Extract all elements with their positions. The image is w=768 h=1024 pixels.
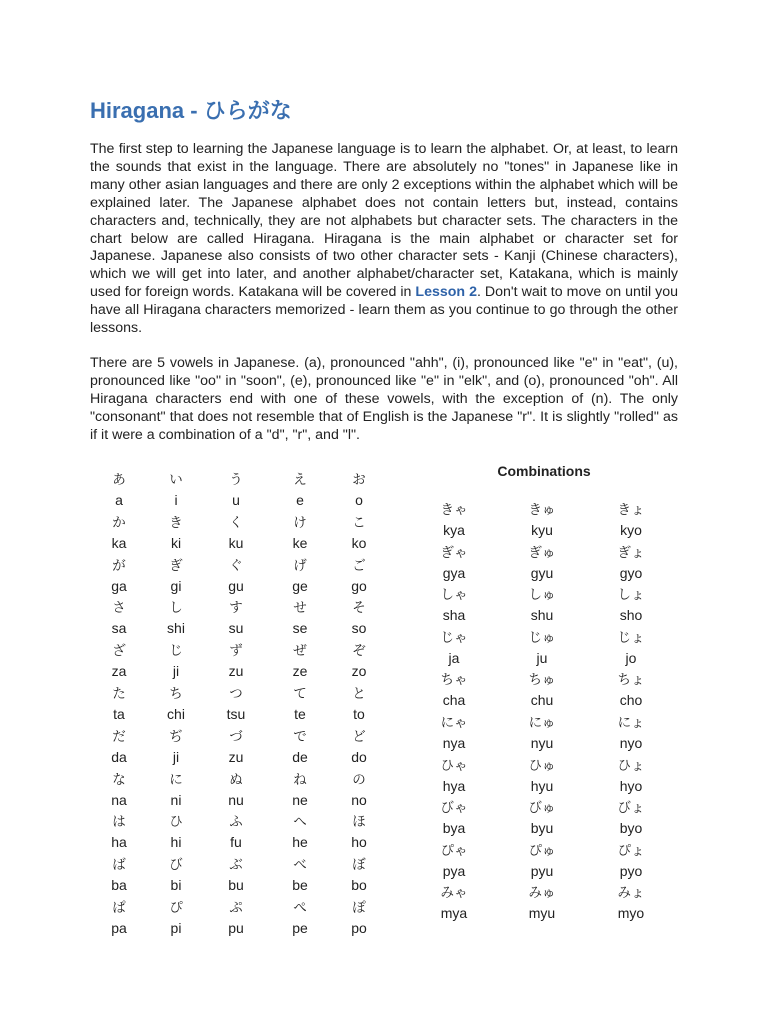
romaji-reading: gi <box>170 577 182 594</box>
combinations-title: Combinations <box>497 463 591 479</box>
romaji-reading: zu <box>228 748 244 765</box>
kana-character: ぬ <box>229 771 243 788</box>
romaji-reading: e <box>296 492 304 508</box>
kana-character: う <box>229 472 243 488</box>
romaji-reading: na <box>111 791 127 808</box>
kana-character: ぴゅ <box>528 842 556 859</box>
kana-character: が <box>112 557 126 574</box>
kana-character: ず <box>229 643 243 660</box>
kana-character: ち <box>169 686 183 702</box>
kana-character: びゃ <box>440 800 468 817</box>
kana-character: にょ <box>617 715 645 731</box>
kana-character: て <box>293 686 307 702</box>
kana-character: で <box>293 728 307 745</box>
romaji-reading: cha <box>442 692 466 709</box>
romaji-reading: ta <box>113 706 125 722</box>
kana-character: しょ <box>617 587 645 604</box>
kana-character: き <box>169 514 183 531</box>
kana-character: け <box>293 514 307 531</box>
intro-paragraph <box>90 141 678 338</box>
romaji-reading: ka <box>111 534 127 551</box>
kana-character: ぶ <box>229 857 243 874</box>
kana-character: みょ <box>617 885 645 902</box>
kana-character: じょ <box>617 629 645 646</box>
kana-character: ど <box>352 728 366 745</box>
kana-character: び <box>169 857 183 874</box>
romaji-reading: myu <box>528 905 556 922</box>
romaji-reading: ke <box>292 534 308 551</box>
kana-character: みゅ <box>528 885 556 902</box>
romaji-reading: gyu <box>530 564 554 581</box>
kana-character: ひ <box>169 814 183 831</box>
romaji-reading: ga <box>111 577 127 594</box>
kana-character: みゃ <box>440 885 468 902</box>
kana-character: せ <box>293 600 307 617</box>
romaji-reading: su <box>228 620 244 637</box>
romaji-reading: ha <box>111 834 127 851</box>
kana-character: べ <box>293 857 307 874</box>
kana-character: ひゃ <box>440 757 468 774</box>
kana-character: へ <box>293 814 307 831</box>
romaji-reading: bu <box>228 877 244 894</box>
romaji-reading: zu <box>228 663 244 680</box>
romaji-reading: to <box>353 706 365 722</box>
romaji-reading: hyu <box>530 777 554 794</box>
romaji-reading: sa <box>111 620 127 637</box>
kana-character: ぜ <box>293 643 307 660</box>
romaji-reading: pu <box>228 920 244 936</box>
kana-character: ぢ <box>169 728 183 745</box>
kana-character: ぐ <box>229 557 243 574</box>
romaji-reading: gu <box>228 577 244 594</box>
romaji-reading: pa <box>111 920 127 936</box>
romaji-reading: pe <box>292 920 308 936</box>
kana-character: さ <box>112 600 126 617</box>
romaji-reading: hi <box>170 834 182 851</box>
romaji-reading: byu <box>530 820 554 837</box>
romaji-reading: i <box>174 492 178 508</box>
romaji-reading: u <box>232 492 240 508</box>
romaji-reading: ba <box>111 877 127 894</box>
romaji-reading: se <box>292 620 308 637</box>
kana-character: しゃ <box>440 587 468 604</box>
romaji-reading: kyu <box>531 522 553 538</box>
romaji-reading: pyu <box>530 862 554 879</box>
romaji-reading: po <box>351 920 367 936</box>
kana-character: ぎ <box>169 557 183 574</box>
romaji-reading: mya <box>440 905 468 922</box>
romaji-reading: jo <box>625 649 637 666</box>
romaji-reading: da <box>111 748 127 765</box>
romaji-reading: gya <box>442 564 466 581</box>
romaji-reading: shu <box>530 607 554 624</box>
romaji-reading: bi <box>170 877 182 894</box>
romaji-reading: kyo <box>620 522 642 538</box>
kana-character: ぴょ <box>617 842 645 859</box>
romaji-reading: no <box>351 791 367 808</box>
kana-character: ぎゃ <box>440 544 468 561</box>
kana-character: ひゅ <box>528 757 556 774</box>
romaji-reading: te <box>294 706 306 722</box>
romaji-reading: go <box>351 577 367 594</box>
kana-character: と <box>352 686 366 702</box>
kana-character: ぼ <box>352 857 366 874</box>
kana-character: か <box>112 514 126 531</box>
romaji-reading: chi <box>167 706 185 722</box>
intro-text-after-link: . Don't wait to move on until you have all Hiragana characters memorized - learn them as you continue to go through the other lessons. <box>90 284 678 337</box>
kana-character: ぴゃ <box>440 842 468 859</box>
kana-character: ぷ <box>229 900 243 916</box>
kana-character: しゅ <box>528 587 556 604</box>
kana-character: す <box>229 600 243 617</box>
romaji-reading: sha <box>442 607 466 624</box>
kana-character: じ <box>169 643 183 660</box>
kana-character: ば <box>112 857 126 874</box>
romaji-reading: nu <box>228 791 244 808</box>
kana-character: た <box>112 686 126 702</box>
romaji-reading: za <box>111 663 127 680</box>
page-title: Hiragana - ひらがな <box>90 98 292 123</box>
kana-character: い <box>169 472 183 488</box>
romaji-reading: hya <box>442 777 466 794</box>
kana-character: ぴ <box>169 900 183 916</box>
romaji-reading: nyu <box>530 735 554 751</box>
romaji-reading: ko <box>351 534 367 551</box>
vowels-paragraph: There are 5 vowels in Japanese. (a), pronounced "ahh", (i), pronounced like "e" in "eat", (u), pronounced like "oo" in "soon", (e), pronounced like "e" in "elk", and (o), pronounced "oh". All Hiragana characters end with one of these vowels, with the exception of (n). The only "consonant" that does not resemble that of English is the Japanese "r". It is slightly "rolled" as if it were a combination of a "d", "r", and "l". <box>90 355 678 443</box>
romaji-reading: a <box>115 492 123 508</box>
kana-character: お <box>352 472 366 488</box>
romaji-reading: shi <box>167 620 185 637</box>
kana-character: ざ <box>112 643 126 660</box>
kana-character: げ <box>293 557 307 574</box>
romaji-reading: ho <box>351 834 367 851</box>
kana-character: な <box>112 771 126 788</box>
kana-character: ふ <box>229 814 243 831</box>
intro-text-before-link: The first step to learning the Japanese language is to learn the alphabet. Or, at least, to learn the sounds that exist in the language. There are absolutely no "tones" in Japanese like in many other asian languages and there are only 2 exceptions within the alphabet which will be explained later. The Japanese alphabet does not contain letters but, instead, contains characters and, technically, they are not alphabets but character sets. The characters in the chart below are called Hiragana. Hiragana is the main alphabet or character set for Japanese. Japanese also consists of two other character sets - Kanji (Chinese characters), which we will get into later, and another alphabet/character set, Katakana, which is mainly used for foreign words. Katakana will be covered in <box>90 141 678 301</box>
kana-character: ぎゅ <box>528 544 556 561</box>
romaji-reading: ji <box>172 748 180 765</box>
romaji-reading: ge <box>292 577 308 594</box>
kana-character: く <box>229 514 243 531</box>
kana-character: ひょ <box>617 757 645 774</box>
romaji-reading: he <box>292 834 308 851</box>
romaji-reading: myo <box>617 905 645 922</box>
romaji-reading: hyo <box>619 777 643 794</box>
romaji-reading: zo <box>351 663 367 680</box>
romaji-reading: ki <box>170 534 182 551</box>
kana-character: こ <box>352 514 366 531</box>
romaji-reading: tsu <box>226 706 246 722</box>
kana-character: ね <box>293 771 307 788</box>
kana-character: びょ <box>617 800 645 817</box>
kana-character: づ <box>229 728 243 745</box>
romaji-reading: pyo <box>619 862 643 879</box>
kana-character: ぱ <box>112 900 126 916</box>
romaji-reading: ji <box>172 663 180 680</box>
romaji-reading: sho <box>619 607 643 624</box>
kana-character: ちょ <box>617 672 645 689</box>
romaji-reading: ne <box>292 791 308 808</box>
romaji-reading: ju <box>536 649 548 666</box>
kana-character: きゅ <box>528 502 556 518</box>
kana-character: にゅ <box>528 715 556 731</box>
romaji-reading: ja <box>448 649 460 666</box>
kana-character: に <box>169 771 183 788</box>
romaji-reading: fu <box>230 834 242 851</box>
kana-character: え <box>293 472 307 488</box>
kana-character: じゅ <box>528 629 556 646</box>
romaji-reading: do <box>351 748 367 765</box>
kana-character: ちゅ <box>528 672 556 689</box>
kana-character: びゅ <box>528 800 556 817</box>
romaji-reading: ze <box>292 663 308 680</box>
kana-character: し <box>169 600 183 617</box>
kana-character: ご <box>352 557 366 574</box>
romaji-reading: pi <box>170 920 182 936</box>
romaji-reading: chu <box>530 692 554 709</box>
romaji-reading: de <box>292 748 308 765</box>
kana-character: ぽ <box>352 900 366 916</box>
romaji-reading: o <box>355 492 363 508</box>
kana-character: そ <box>352 600 366 617</box>
romaji-reading: byo <box>619 820 643 837</box>
romaji-reading: nyo <box>619 735 643 751</box>
kana-character: だ <box>112 728 126 745</box>
kana-character: きょ <box>617 502 645 518</box>
romaji-reading: kya <box>443 522 465 538</box>
romaji-reading: be <box>292 877 308 894</box>
kana-character: にゃ <box>440 715 468 731</box>
romaji-reading: so <box>351 620 367 637</box>
kana-character: ぺ <box>293 900 307 916</box>
romaji-reading: ni <box>170 791 182 808</box>
kana-character: の <box>352 771 366 788</box>
kana-character: ぎょ <box>617 544 645 561</box>
kana-character: あ <box>112 472 126 488</box>
kana-character: ほ <box>352 814 366 831</box>
romaji-reading: gyo <box>619 564 643 581</box>
kana-character: ぞ <box>352 643 366 660</box>
romaji-reading: bo <box>351 877 367 894</box>
kana-character: つ <box>229 686 243 702</box>
kana-character: きゃ <box>440 502 468 518</box>
romaji-reading: nya <box>442 735 466 751</box>
romaji-reading: bya <box>442 820 466 837</box>
kana-character: ちゃ <box>440 672 468 689</box>
romaji-reading: ku <box>228 534 244 551</box>
kana-character: じゃ <box>440 629 468 646</box>
romaji-reading: cho <box>619 692 643 709</box>
lesson-2-link[interactable]: Lesson 2 <box>415 284 477 301</box>
kana-character: は <box>112 814 126 831</box>
romaji-reading: pya <box>442 862 466 879</box>
